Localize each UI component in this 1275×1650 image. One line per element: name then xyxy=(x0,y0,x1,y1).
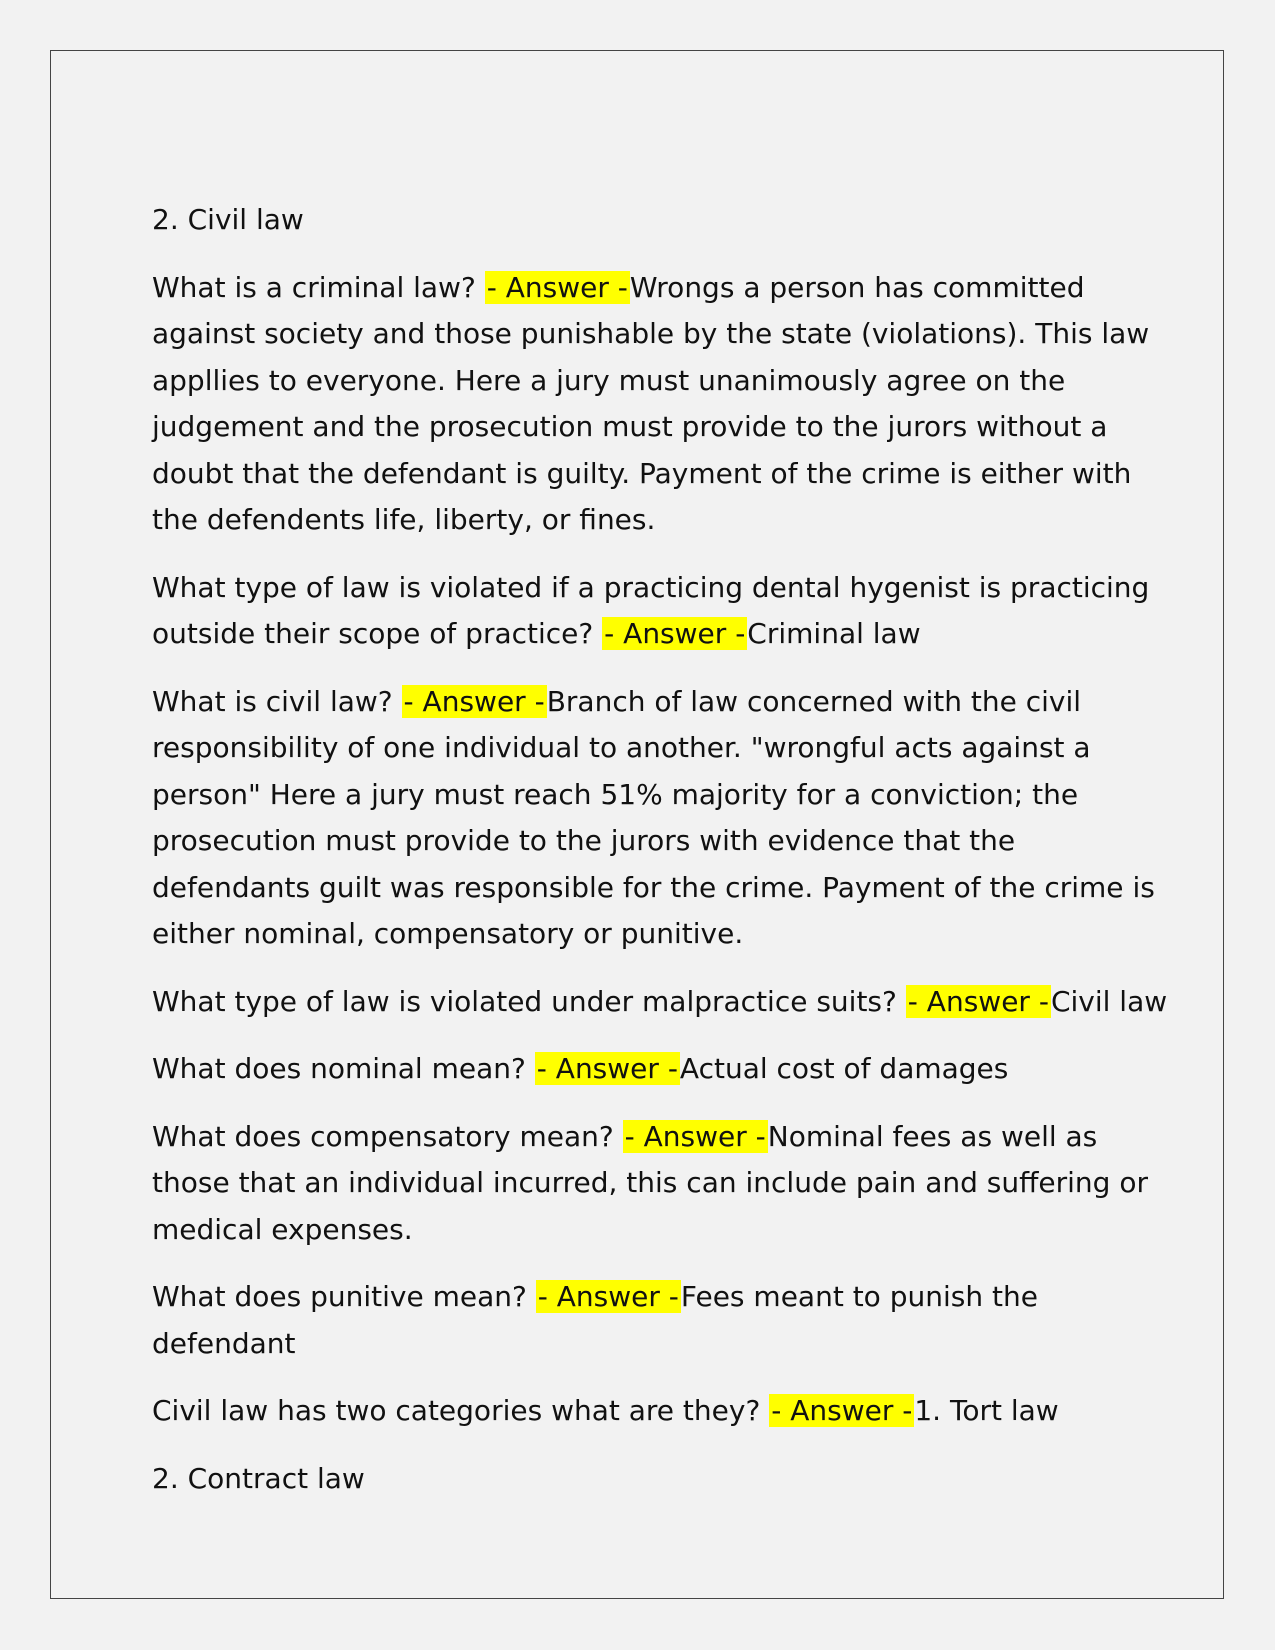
answer-marker: - Answer - xyxy=(486,270,628,304)
page-frame xyxy=(50,50,1224,1599)
qa-item xyxy=(152,565,1182,658)
qa-item xyxy=(152,265,1182,544)
answer-text: Branch of law concerned with the civil responsibility of one individual to another. "wrongful acts against a person" Here a jury must reach 51% majority for a conviction; the prosecution must provide to the jurors with evidence that the defendants guilt was responsible for the crime. Payment of the crime is either nominal, compensatory or punitive. xyxy=(152,684,1155,950)
answer-marker: - Answer - xyxy=(624,1119,766,1153)
document-body xyxy=(152,197,1182,1523)
answer-text: Civil law xyxy=(1050,984,1168,1018)
question-text: What type of law is violated if a practicing dental hygenist is practicing outside their scope of practice? xyxy=(152,570,1150,650)
question-text: What does punitive mean? xyxy=(152,1280,536,1313)
answer-marker: - Answer - xyxy=(536,1052,678,1085)
answer-text: Wrongs a person has committed against society and those punishable by the state (violations). This law appllies to everyone. Here a jury must unanimously agree on the judgement and the prosecution must provide to the jurors without a doubt that the defendant is guilty. Payment of the crime is either with the defendents life, liberty, or fines. xyxy=(152,270,1150,536)
qa-item xyxy=(152,1114,1182,1254)
answer-text: Criminal law xyxy=(747,617,921,650)
question-text: What is a criminal law? xyxy=(152,270,485,304)
qa-item xyxy=(152,679,1182,958)
qa-item xyxy=(152,979,1182,1026)
answer-text: Fees meant to punish the defendant xyxy=(152,1280,1038,1360)
question-text: What does nominal mean? xyxy=(152,1052,535,1085)
qa-item xyxy=(152,1274,1182,1367)
answer-text: Actual cost of damages xyxy=(679,1052,1009,1085)
question-text: What type of law is violated under malpractice suits? xyxy=(152,984,906,1018)
answer-text: Nominal fees as well as those that an individual incurred, this can include pain and suffering or medical expenses. xyxy=(152,1119,1148,1246)
closing-line: 2. Contract law xyxy=(152,1461,365,1495)
qa-item xyxy=(152,1388,1182,1435)
question-text: Civil law has two categories what are they? xyxy=(152,1394,770,1427)
question-text: What is civil law? xyxy=(152,684,402,718)
answer-marker: - Answer - xyxy=(537,1280,679,1313)
qa-item xyxy=(152,1046,1182,1093)
answer-marker: - Answer - xyxy=(907,984,1049,1018)
answer-marker: - Answer - xyxy=(771,1394,913,1427)
answer-marker: - Answer - xyxy=(403,684,545,718)
answer-marker: - Answer - xyxy=(604,617,746,650)
answer-text: 1. Tort law xyxy=(914,1394,1059,1427)
question-text: What does compensatory mean? xyxy=(152,1119,623,1153)
intro-line: 2. Civil law xyxy=(152,203,304,236)
